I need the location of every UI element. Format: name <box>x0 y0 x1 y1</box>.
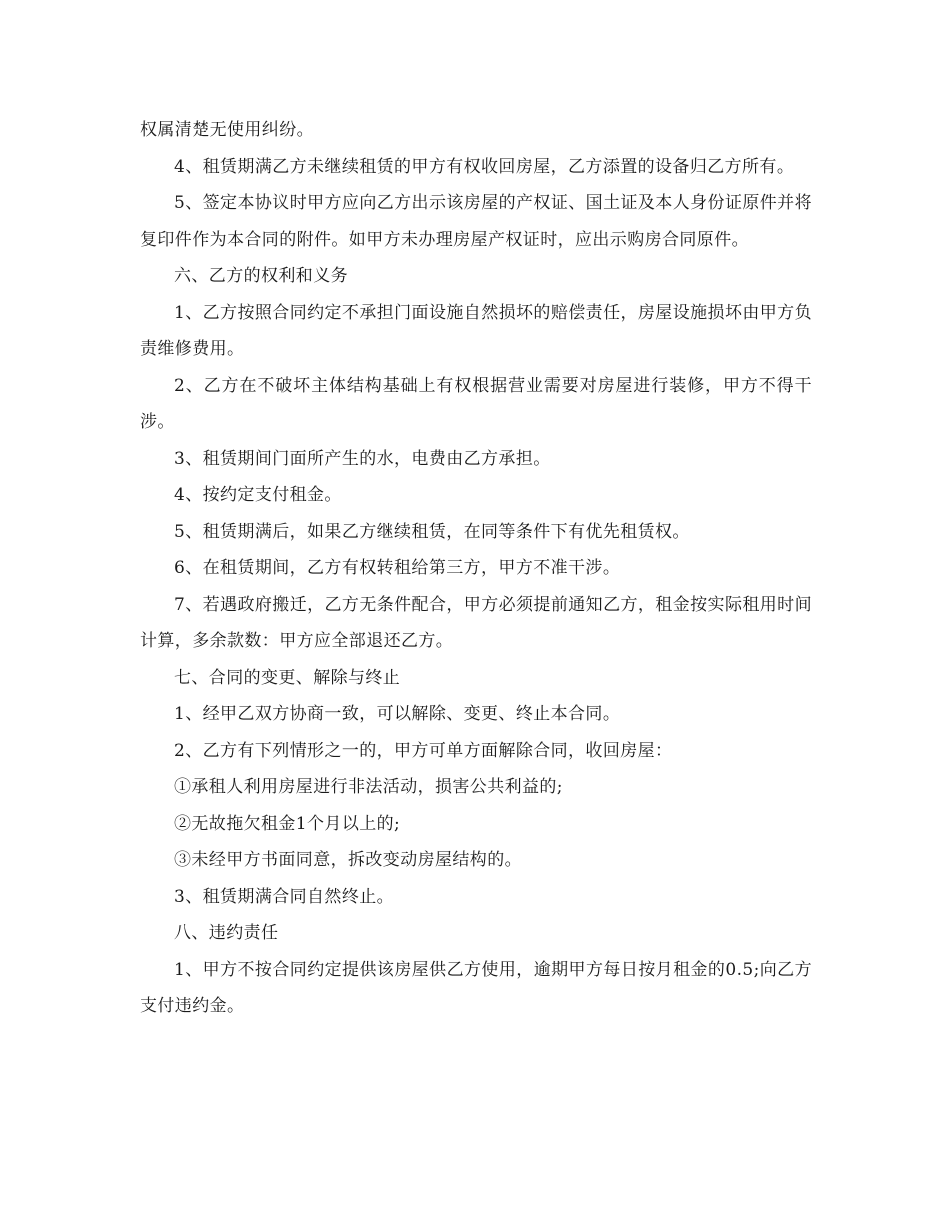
clause-6-6: 6、在租赁期间，乙方有权转租给第三方，甲方不准干涉。 <box>174 558 621 578</box>
section-heading-7: 七、合同的变更、解除与终止 <box>174 667 401 688</box>
clause-6-1: 1、乙方按照合同约定不承担门面设施自然损坏的赔偿责任，房屋设施损坏由甲方负责维修费用。 <box>140 302 812 359</box>
clause-7-2-item-1: ①承租人利用房屋进行非法活动，损害公共利益的; <box>174 777 563 797</box>
clause-6-2: 2、乙方在不破坏主体结构基础上有权根据营业需要对房屋进行装修，甲方不得干涉。 <box>140 375 812 432</box>
clause-7-2-item-2: ②无故拖欠租金1个月以上的; <box>174 813 401 834</box>
clause-5-5: 5、签定本协议时甲方应向乙方出示该房屋的产权证、国土证及本人身份证原件并将复印件作为本合同的附件。如甲方未办理房屋产权证时，应出示购房合同原件。 <box>140 193 812 250</box>
clause-6-4: 4、按约定支付租金。 <box>174 485 342 505</box>
clause-7-1: 1、经甲乙双方协商一致，可以解除、变更、终止本合同。 <box>174 704 621 724</box>
clause-6-5: 5、租赁期满后，如果乙方继续租赁，在同等条件下有优先租赁权。 <box>174 521 690 542</box>
section-heading-8: 八、违约责任 <box>174 923 279 943</box>
clause-7-2: 2、乙方有下列情形之一的，甲方可单方面解除合同，收回房屋： <box>174 740 673 761</box>
document-page <box>140 112 812 1025</box>
clause-8-1: 1、甲方不按合同约定提供该房屋供乙方使用，逾期甲方每日按月租金的0.5;向乙方支付违约金。 <box>140 959 812 1016</box>
clause-7-3: 3、租赁期满合同自然终止。 <box>174 886 395 907</box>
clause-5-4: 4、租赁期满乙方未继续租赁的甲方有权收回房屋，乙方添置的设备归乙方所有。 <box>174 156 795 177</box>
clause-6-3: 3、租赁期间门面所产生的水，电费由乙方承担。 <box>174 448 551 469</box>
paragraph-continuation: 权属清楚无使用纠纷。 <box>140 120 314 140</box>
clause-6-7: 7、若遇政府搬迁，乙方无条件配合，甲方必须提前通知乙方，租金按实际租用时间计算，多余款数：甲方应全部退还乙方。 <box>140 594 812 651</box>
section-heading-6: 六、乙方的权利和义务 <box>174 266 348 286</box>
clause-7-2-item-3: ③未经甲方书面同意，拆改变动房屋结构的。 <box>174 850 522 870</box>
